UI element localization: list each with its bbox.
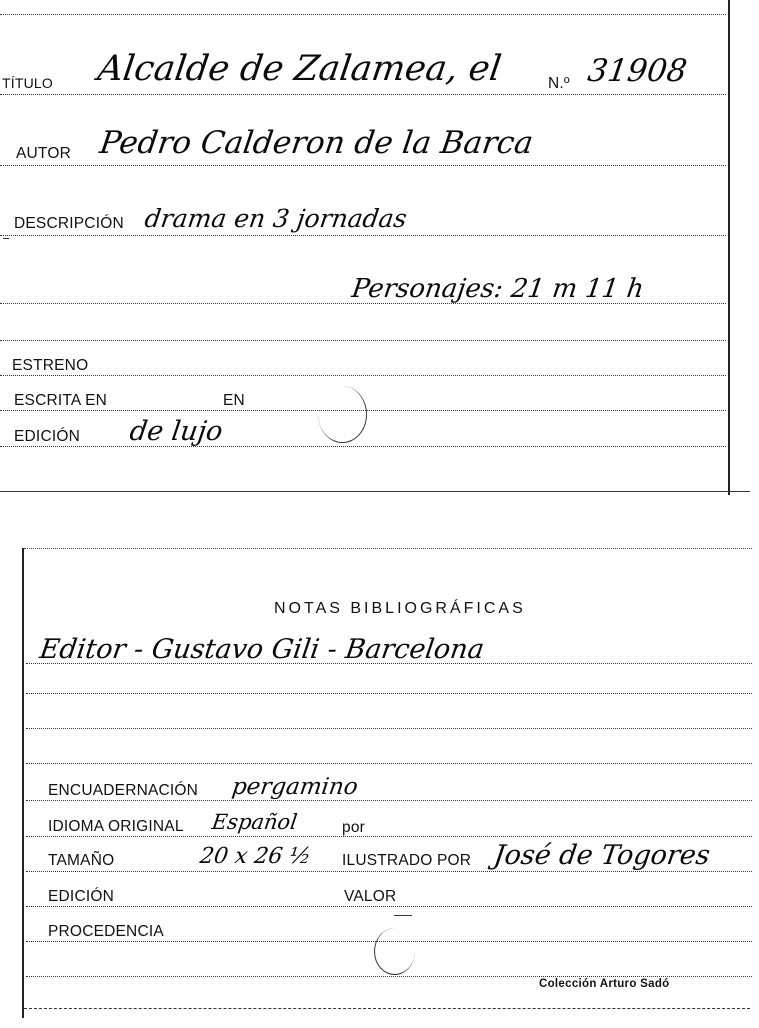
number-value: 31908: [585, 53, 690, 89]
characters-value: Personajes: 21 m 11 h: [349, 274, 646, 304]
written-in-label: ESCRITA EN: [14, 392, 108, 409]
author-rule: [0, 165, 726, 166]
original-language-value: Español: [210, 810, 299, 834]
description-value: drama en 3 jornadas: [142, 204, 409, 233]
illustrated-label: ILUSTRADO POR: [342, 852, 472, 869]
written-en-label: EN: [223, 392, 245, 409]
edition-label: EDICIÓN: [14, 428, 80, 445]
dash-mark: [394, 915, 412, 916]
illustrated-value: José de Togores: [491, 840, 712, 871]
size-label: TAMAÑO: [48, 852, 115, 869]
bottom-edition-label: EDICIÓN: [48, 888, 114, 905]
base-rule: [24, 1008, 750, 1009]
edition-value-rule: [26, 906, 752, 907]
notes-rule-3: [26, 728, 752, 729]
title-label: TÍTULO: [2, 75, 53, 91]
last-rule: [26, 976, 752, 977]
author-label: AUTOR: [16, 145, 71, 162]
premiere-rule: [0, 375, 726, 376]
binding-rule: [26, 800, 752, 801]
card-bottom-edge: [24, 548, 752, 549]
premiere-label: ESTRENO: [12, 357, 89, 374]
card-top-edge: [0, 14, 726, 15]
characters-rule: [0, 303, 726, 304]
notes-rule-2: [26, 693, 752, 694]
notes-rule-4: [26, 763, 752, 764]
author-value: Pedro Calderon de la Barca: [97, 125, 536, 161]
size-value: 20 x 26 ½: [198, 844, 313, 869]
blank-rule-1: [0, 340, 726, 341]
margin-tick: [3, 238, 9, 239]
by-label: por: [342, 819, 366, 836]
title-value: Alcalde de Zalamea, el: [95, 49, 504, 89]
description-rule: [0, 235, 726, 236]
notes-heading: NOTAS BIBLIOGRÁFICAS: [274, 600, 526, 617]
edition-rule: [0, 446, 726, 447]
description-label: DESCRIPCIÓN: [14, 215, 124, 232]
original-language-label: IDIOMA ORIGINAL: [48, 818, 184, 835]
card-top-bottom-edge: [0, 491, 750, 492]
provenance-label: PROCEDENCIA: [48, 923, 164, 940]
binding-value: pergamino: [230, 774, 360, 800]
paper-mark-2: [374, 928, 415, 975]
binding-label: ENCUADERNACIÓN: [48, 782, 199, 799]
language-rule: [26, 836, 752, 837]
number-label: N.º: [548, 75, 570, 92]
notes-rule-1: [26, 663, 752, 664]
catalog-card-bottom: [22, 548, 752, 1018]
paper-mark: [318, 386, 367, 443]
collection-credit: Colección Arturo Sadó: [539, 978, 670, 990]
value-label: VALOR: [344, 888, 397, 905]
title-rule: [0, 94, 726, 95]
catalog-card-top: [0, 0, 730, 495]
notes-value: Editor - Gustavo Gili - Barcelona: [37, 634, 487, 665]
size-rule: [26, 871, 752, 872]
edition-value: de lujo: [127, 416, 225, 447]
